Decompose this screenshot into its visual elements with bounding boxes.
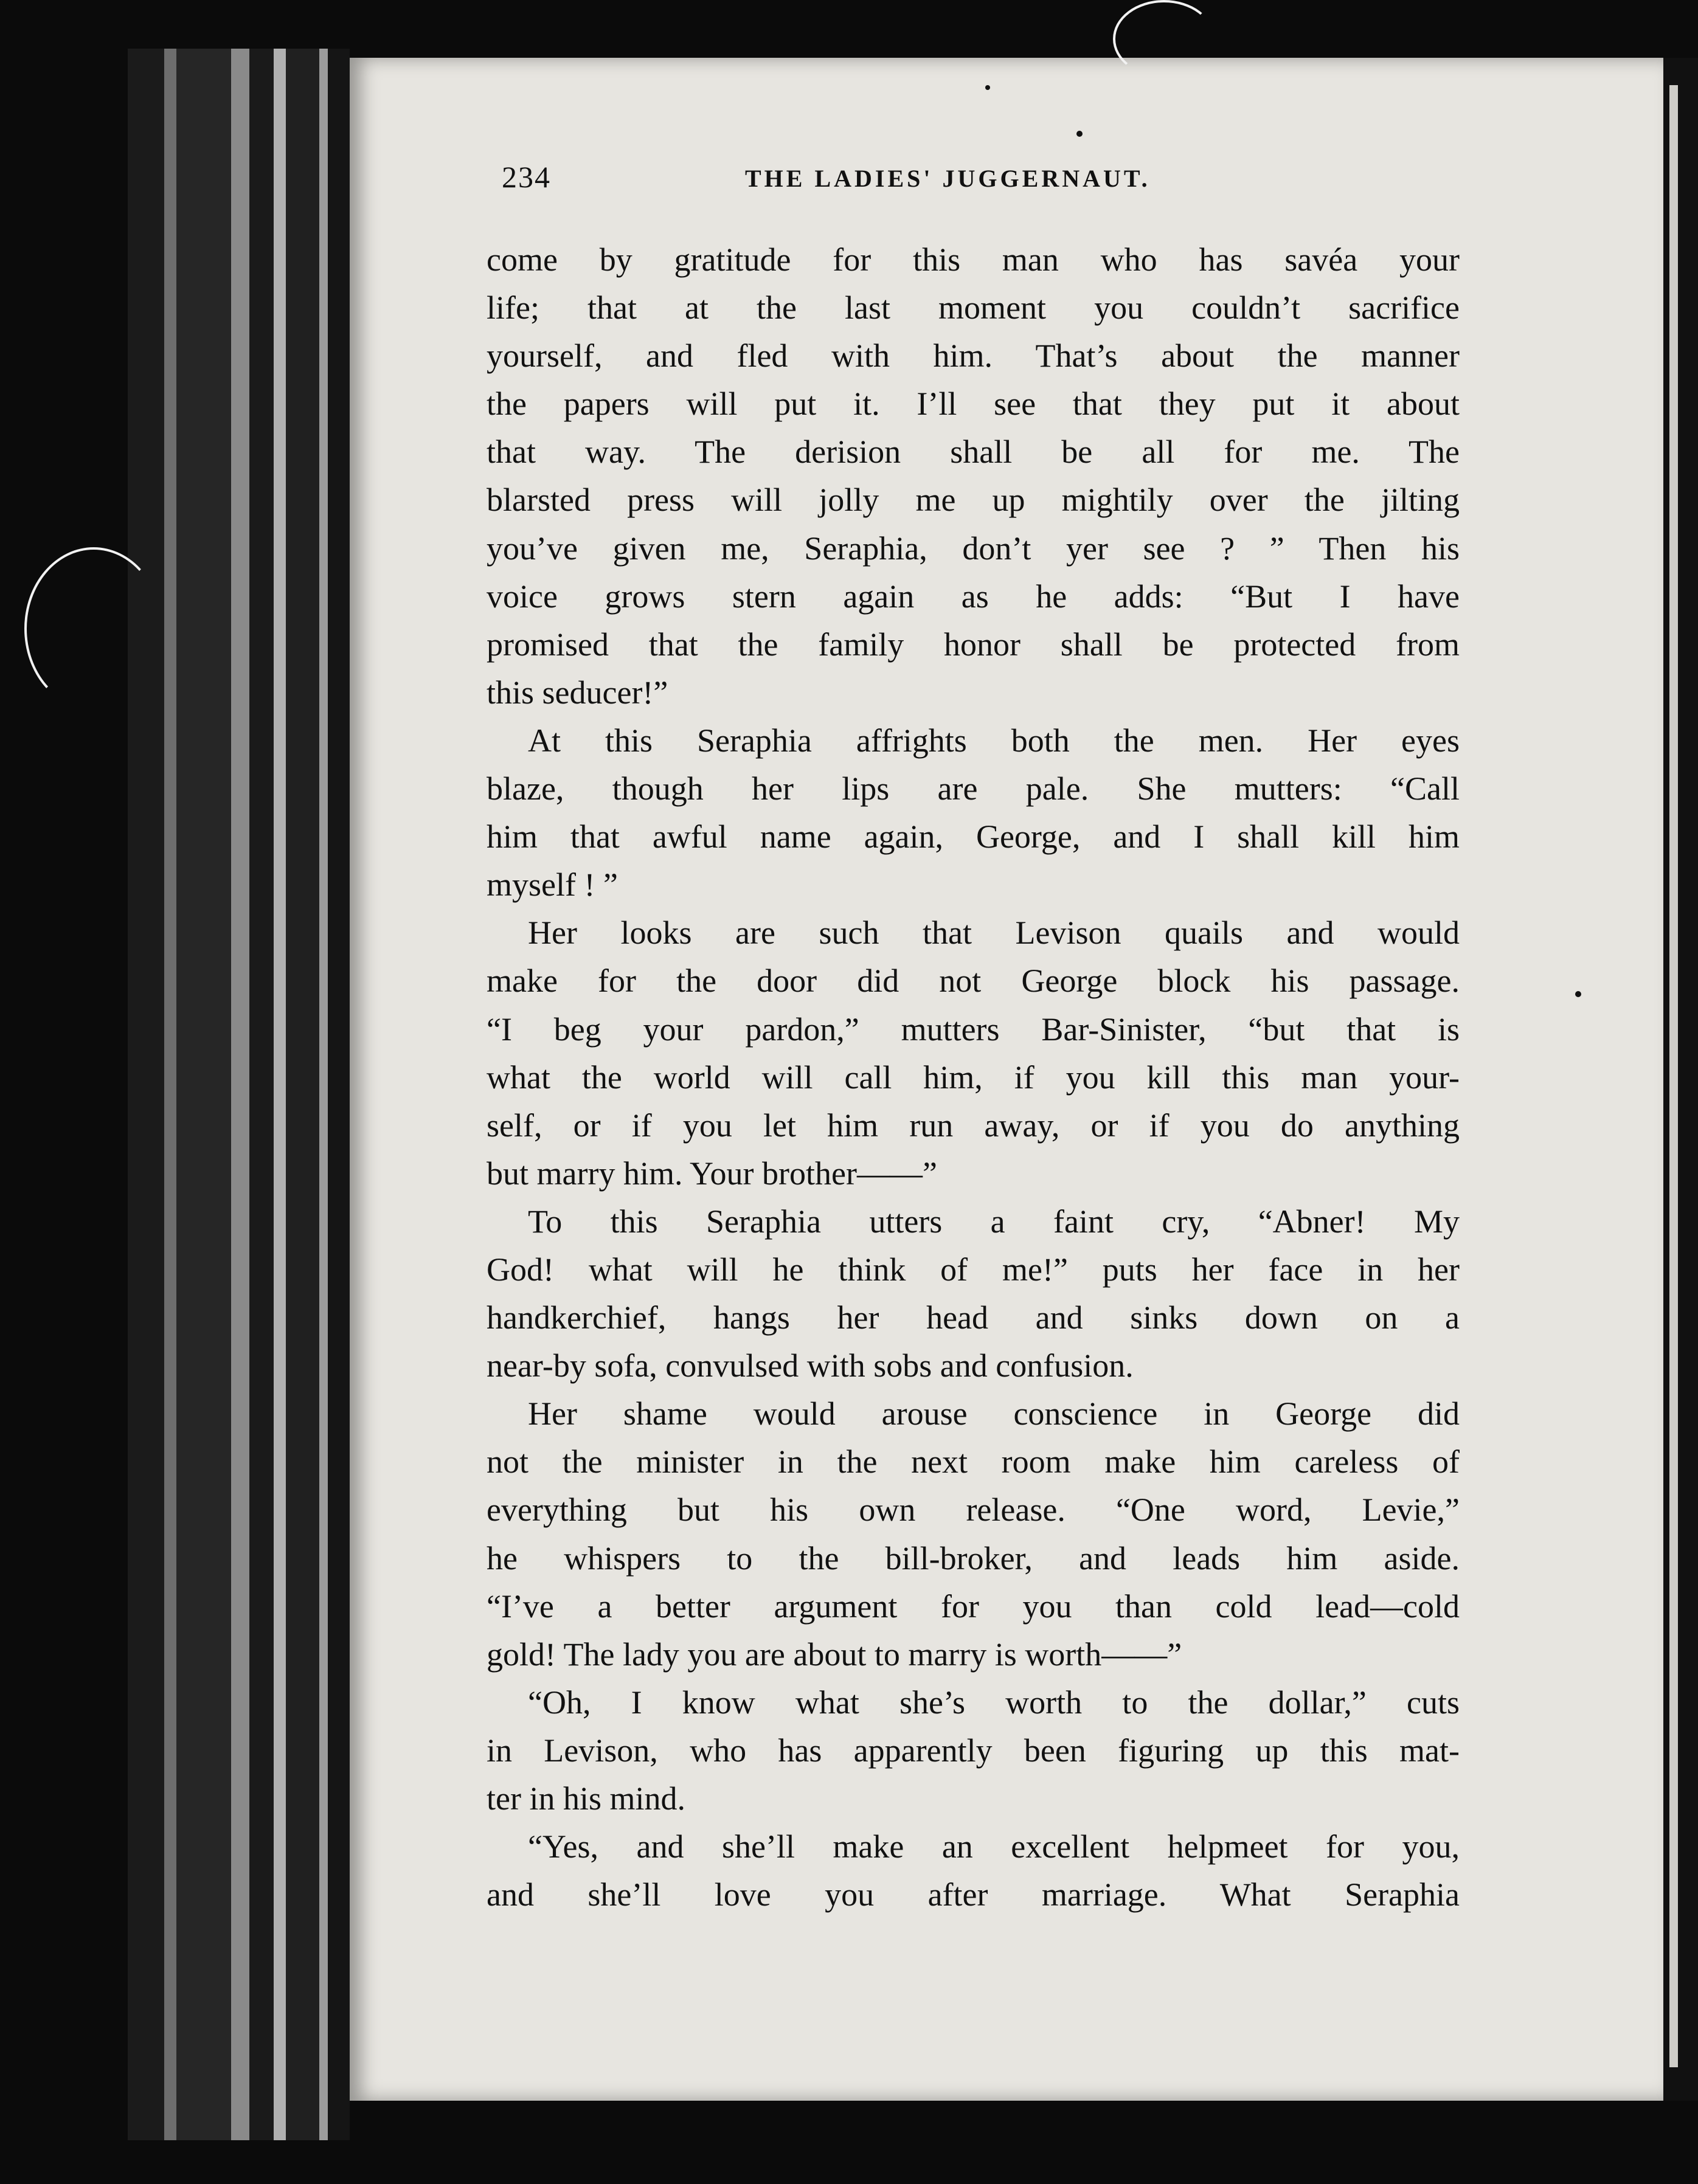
dust-speck xyxy=(1575,991,1581,997)
text-line: this seducer!” xyxy=(487,674,668,711)
text-line: blarsted press will jolly me up mightily over the jilting xyxy=(487,482,1460,519)
fiber-artifact xyxy=(24,547,163,710)
page-stack-edge xyxy=(328,49,350,2140)
text-line: blaze, though her lips are pale. She mutters: “Call xyxy=(487,770,1460,807)
page-stack-edge xyxy=(286,49,319,2140)
text-line: make for the door did not George block his passage. xyxy=(487,962,1460,1000)
body-text xyxy=(487,236,1460,1919)
text-line: he whispers to the bill-broker, and leads him aside. xyxy=(487,1540,1460,1577)
page-stack-edge xyxy=(176,49,231,2140)
text-line: At this Seraphia affrights both the men. Her eyes xyxy=(528,722,1460,759)
text-line: gold! The lady you are about to marry is worth——” xyxy=(487,1636,1182,1673)
text-line: ter in his mind. xyxy=(487,1780,685,1817)
text-line: the papers will put it. I’ll see that they put it about xyxy=(487,385,1460,423)
text-line: him that awful name again, George, and I shall kill him xyxy=(487,818,1460,855)
right-page-strip xyxy=(1669,85,1678,2067)
fiber-artifact xyxy=(1113,0,1215,78)
text-line: promised that the family honor shall be protected from xyxy=(487,626,1460,663)
text-line: voice grows stern again as he adds: “But I have xyxy=(487,578,1460,615)
page-stack-edge xyxy=(274,49,286,2140)
text-line: “I’ve a better argument for you than cold lead—cold xyxy=(487,1588,1460,1625)
page-header xyxy=(502,159,1232,196)
text-line: everything but his own release. “One word, Levie,” xyxy=(487,1491,1460,1529)
text-line: but marry him. Your brother——” xyxy=(487,1155,937,1192)
text-line: “I beg your pardon,” mutters Bar-Sinister, “but that is xyxy=(487,1011,1460,1048)
page-stack-edge xyxy=(164,49,176,2140)
text-line: yourself, and fled with him. That’s about the manner xyxy=(487,337,1460,375)
text-line: God! what will he think of me!” puts her face in her xyxy=(487,1251,1460,1288)
text-line: Her shame would arouse conscience in George did xyxy=(528,1395,1460,1432)
right-book-edge xyxy=(1663,58,1698,2101)
page-number: 234 xyxy=(502,160,551,194)
text-line: near-by sofa, convulsed with sobs and confusion. xyxy=(487,1347,1134,1384)
text-line: self, or if you let him run away, or if you do anything xyxy=(487,1107,1460,1144)
text-line: myself ! ” xyxy=(487,866,618,904)
text-line: not the minister in the next room make him careless of xyxy=(487,1443,1460,1481)
text-line: To this Seraphia utters a faint cry, “Abner! My xyxy=(528,1203,1460,1240)
dust-speck xyxy=(1076,131,1083,137)
text-line: and she’ll love you after marriage. What Seraphia xyxy=(487,1876,1460,1913)
text-line: “Yes, and she’ll make an excellent helpmeet for you, xyxy=(528,1828,1460,1865)
text-line: what the world will call him, if you kill this man your- xyxy=(487,1059,1460,1096)
text-line: you’ve given me, Seraphia, don’t yer see ? ” Then his xyxy=(487,530,1460,567)
page-stack-edge xyxy=(128,49,164,2140)
page-stack-edge xyxy=(249,49,274,2140)
page-stack-edge xyxy=(319,49,328,2140)
text-line: “Oh, I know what she’s worth to the dollar,” cuts xyxy=(528,1684,1460,1721)
running-head: THE LADIES' JUGGERNAUT. xyxy=(745,165,1151,192)
page-stack-edge xyxy=(231,49,249,2140)
text-line: in Levison, who has apparently been figuring up this mat- xyxy=(487,1732,1460,1769)
text-line: Her looks are such that Levison quails and would xyxy=(528,914,1460,952)
text-line: that way. The derision shall be all for me. The xyxy=(487,434,1460,471)
text-line: come by gratitude for this man who has savéa your xyxy=(487,241,1460,278)
text-line: life; that at the last moment you couldn’t sacrifice xyxy=(487,289,1460,327)
dust-speck xyxy=(985,85,990,90)
text-line: handkerchief, hangs her head and sinks down on a xyxy=(487,1299,1460,1336)
